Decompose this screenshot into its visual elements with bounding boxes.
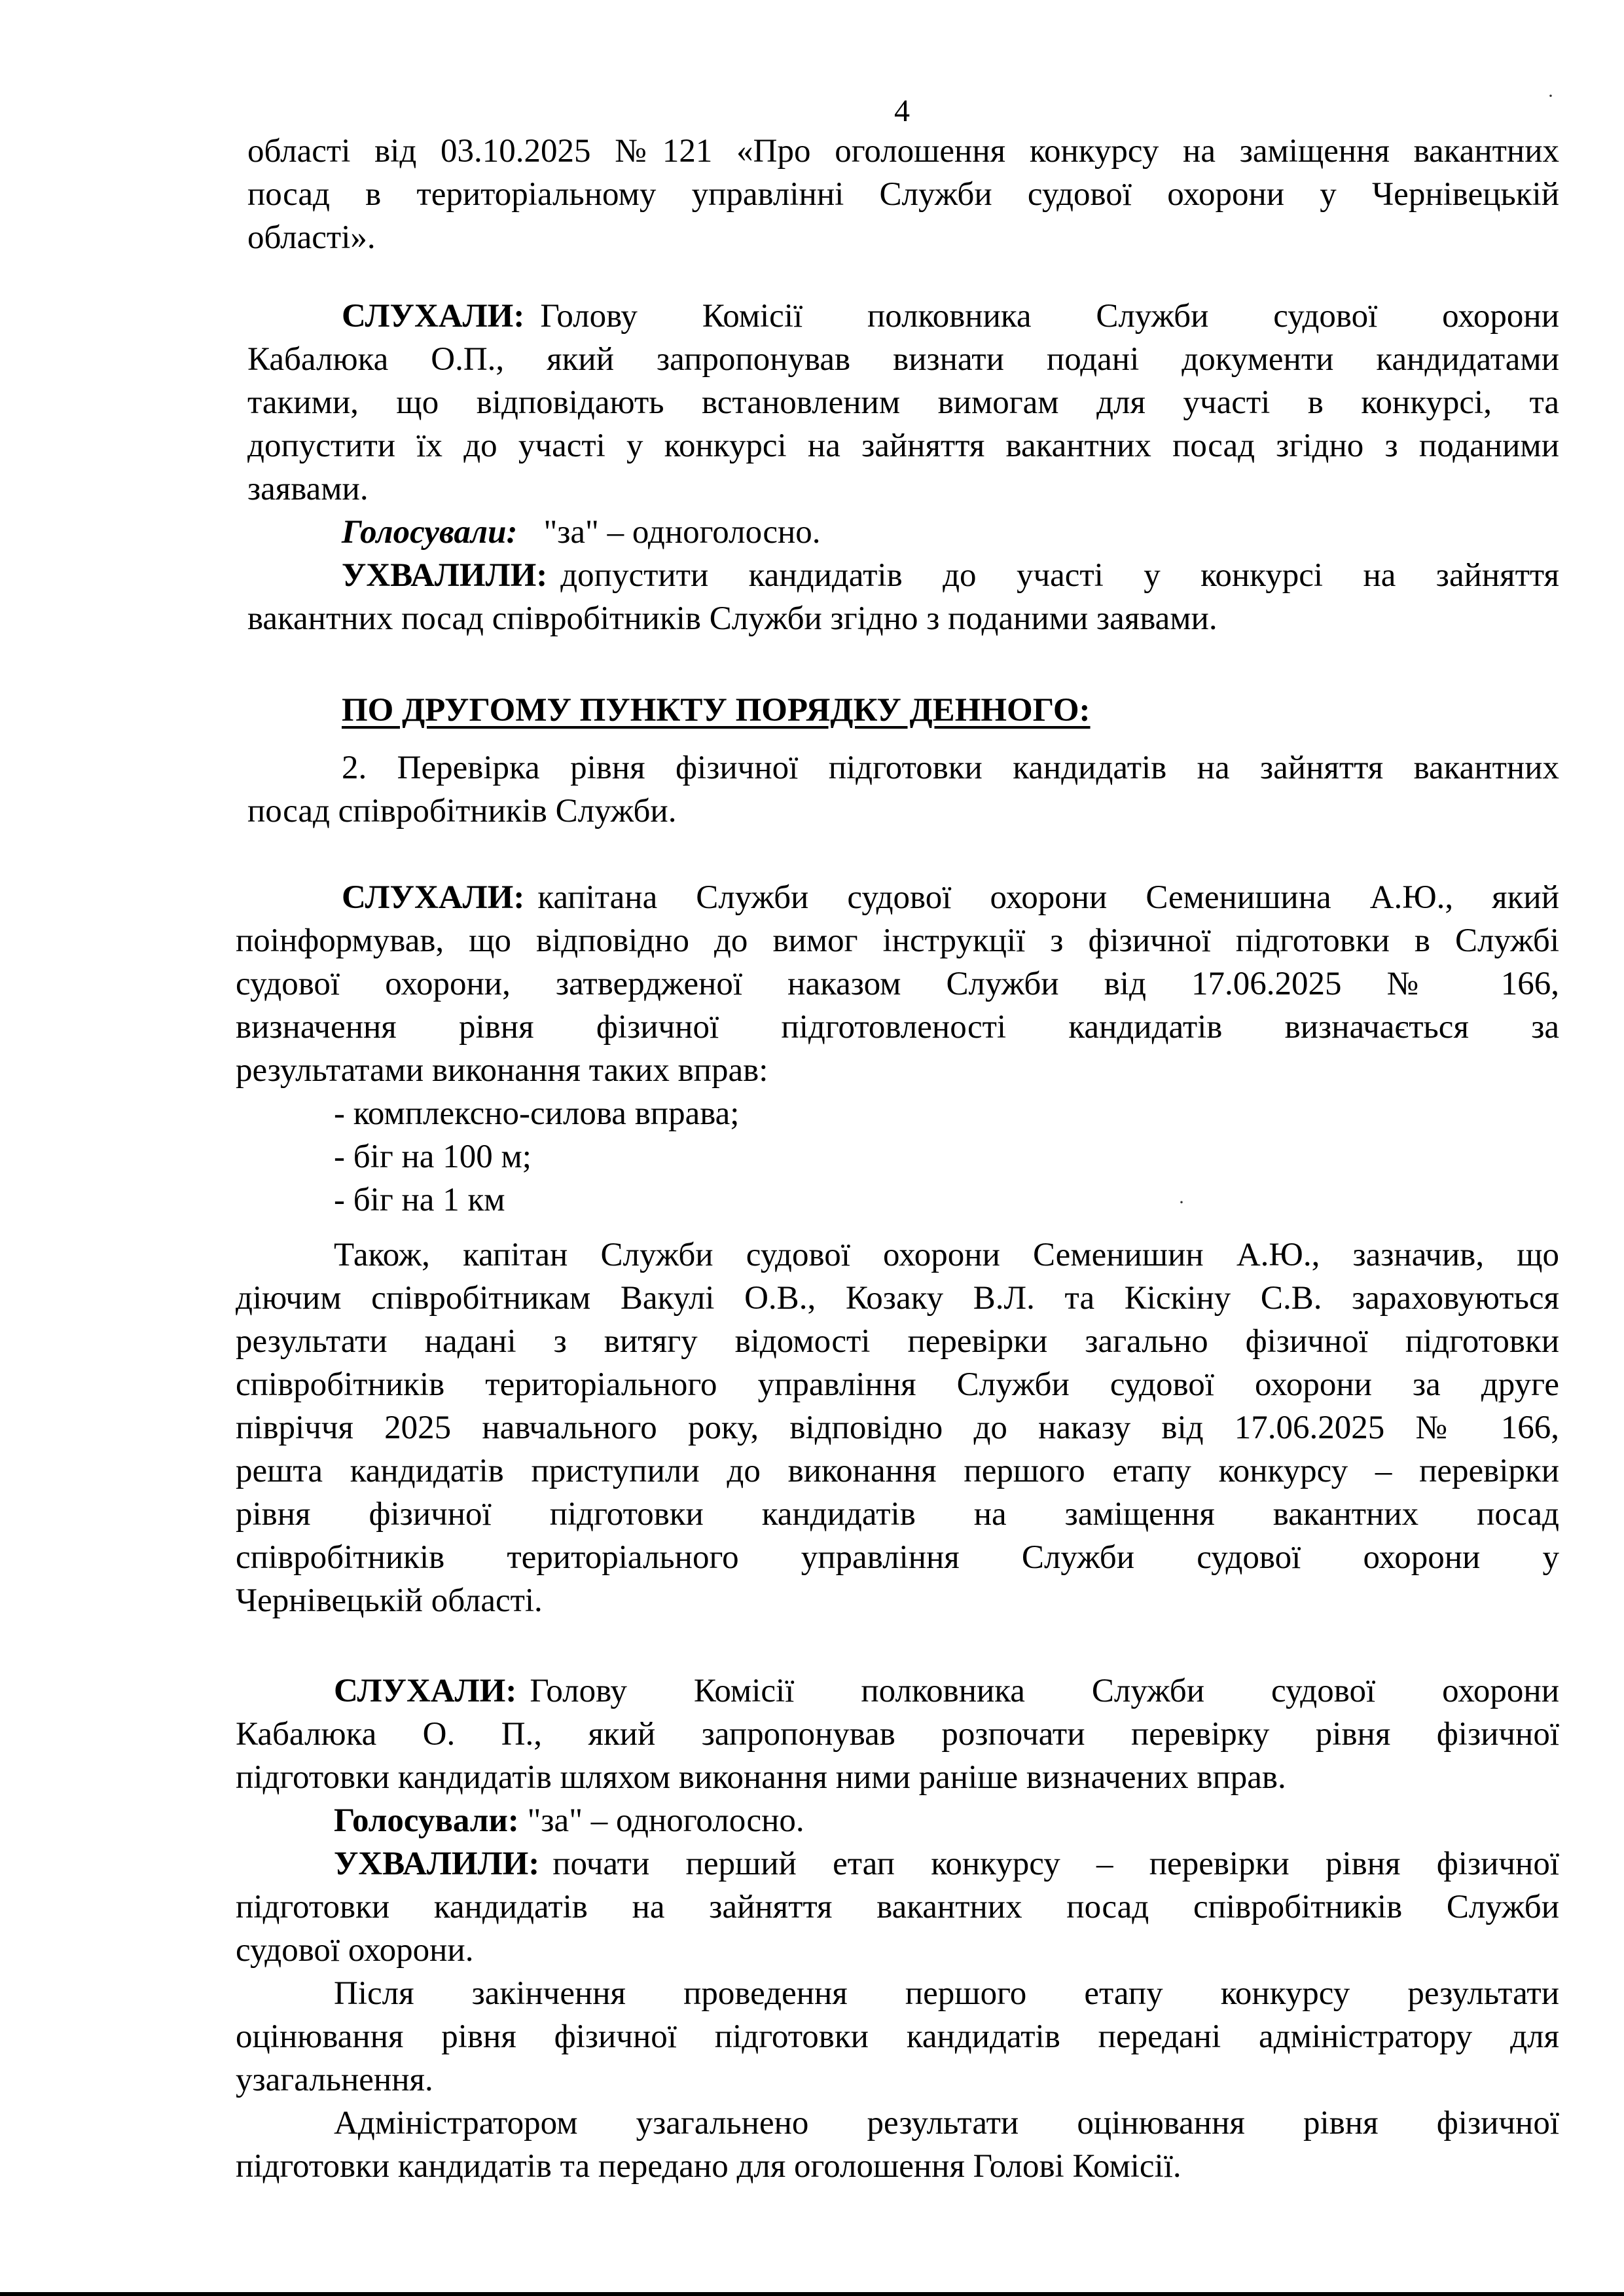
decision-label: УХВАЛИЛИ:: [334, 1846, 540, 1882]
text-line: поінформував, що відповідно до вимог інструкції з фізичної підготовки в Службі: [236, 922, 1559, 959]
text-line: Кабалюка О. П., який запропонував розпочати перевірку рівня фізичної: [236, 1716, 1559, 1753]
heard-paragraph-3-first-line: [334, 1669, 1559, 1713]
page-number: 4: [894, 94, 910, 128]
decision-1-first-line: [342, 554, 1559, 597]
list-item: - біг на 1 км: [334, 1182, 505, 1218]
list-item: - комплексно-силова вправа;: [334, 1095, 740, 1132]
text-line: Адміністратором узагальнено результати оцінювання рівня фізичної: [334, 2105, 1559, 2141]
text-line: підготовки кандидатів на зайняття вакантних посад співробітників Служби: [236, 1889, 1559, 1925]
text-line: оцінювання рівня фізичної підготовки кандидатів передані адміністратору для: [236, 2018, 1559, 2055]
text-line: рівня фізичної підготовки кандидатів на заміщення вакантних посад: [236, 1496, 1559, 1533]
vote-line: [342, 511, 821, 554]
text-line: вакантних посад співробітників Служби згідно з поданими заявами.: [247, 600, 1218, 637]
scan-speck: ·: [1178, 1192, 1185, 1213]
vote-line: [334, 1799, 804, 1842]
heard-label: СЛУХАЛИ:: [334, 1673, 517, 1709]
text-line: судової охорони, затвердженої наказом Служби від 17.06.2025 № 166,: [236, 966, 1559, 1002]
text-line: підготовки кандидатів шляхом виконання ними раніше визначених вправ.: [236, 1759, 1286, 1796]
text-line: Чернівецькій області.: [236, 1582, 543, 1619]
text-line: Також, капітан Служби судової охорони Семенишин А.Ю., зазначив, що: [334, 1237, 1559, 1273]
heard-label: СЛУХАЛИ:: [342, 879, 525, 916]
vote-label: Голосували:: [342, 514, 518, 551]
text-line: діючим співробітникам Вакулі О.В., Козаку В.Л. та Кіскіну С.В. зараховуються: [236, 1280, 1559, 1317]
text-line: капітана Служби судової охорони Семенишина А.Ю., який: [537, 879, 1559, 916]
text-line: заявами.: [247, 471, 369, 507]
text-line: узагальнення.: [236, 2062, 433, 2098]
text-line: посад в територіальному управлінні Служби судової охорони у Чернівецькій: [247, 176, 1559, 213]
text-line: Голову Комісії полковника Служби судової охорони: [540, 298, 1559, 335]
heard-paragraph-2-first-line: [342, 876, 1559, 919]
text-line: допустити кандидатів до участі у конкурсі на зайняття: [560, 557, 1559, 594]
text-line: судової охорони.: [236, 1932, 474, 1969]
text-line: Голову Комісії полковника Служби судової охорони: [530, 1673, 1559, 1709]
heard-label: СЛУХАЛИ:: [342, 298, 525, 335]
vote-label: Голосували:: [334, 1802, 519, 1839]
text-line: визначення рівня фізичної підготовленості кандидатів визначається за: [236, 1009, 1559, 1046]
heard-paragraph-1-first-line: [342, 295, 1559, 338]
vote-result: "за" – одноголосно.: [543, 514, 821, 551]
section-heading: ПО ДРУГОМУ ПУНКТУ ПОРЯДКУ ДЕННОГО:: [342, 692, 1091, 729]
text-line: півріччя 2025 навчального року, відповідно до наказу від 17.06.2025 № 166,: [236, 1410, 1559, 1446]
vote-result: "за" – одноголосно.: [527, 1802, 804, 1839]
decision-label: УХВАЛИЛИ:: [342, 557, 548, 594]
text-line: співробітників територіального управління Служби судової охорони у: [236, 1539, 1559, 1576]
text-line: співробітників територіального управління Служби судової охорони за друге: [236, 1366, 1559, 1403]
text-line: допустити їх до участі у конкурсі на зайняття вакантних посад згідно з поданими: [247, 428, 1559, 464]
scan-edge: [0, 2292, 1624, 2296]
decision-2-first-line: [334, 1842, 1559, 1886]
text-line: результатами виконання таких вправ:: [236, 1052, 768, 1089]
text-line: почати перший етап конкурсу – перевірки рівня фізичної: [552, 1846, 1559, 1882]
scan-speck: ·: [1547, 85, 1554, 107]
text-line: підготовки кандидатів та передано для оголошення Голові Комісії.: [236, 2148, 1182, 2185]
list-item: - біг на 100 м;: [334, 1139, 532, 1175]
text-line: результати надані з витягу відомості перевірки загально фізичної підготовки: [236, 1323, 1559, 1360]
text-line: області від 03.10.2025 №121 «Про оголошення конкурсу на заміщення вакантних: [247, 133, 1559, 170]
text-line: такими, що відповідають встановленим вимогам для участі в конкурсі, та: [247, 384, 1559, 421]
text-line: Кабалюка О.П., який запропонував визнати подані документи кандидатами: [247, 341, 1559, 378]
text-line: посад співробітників Служби.: [247, 793, 677, 829]
text-line: Після закінчення проведення першого етапу конкурсу результати: [334, 1975, 1559, 2012]
text-line: 2. Перевірка рівня фізичної підготовки кандидатів на зайняття вакантних: [342, 750, 1559, 786]
text-line: області».: [247, 219, 376, 256]
text-line: решта кандидатів приступили до виконання першого етапу конкурсу – перевірки: [236, 1453, 1559, 1489]
